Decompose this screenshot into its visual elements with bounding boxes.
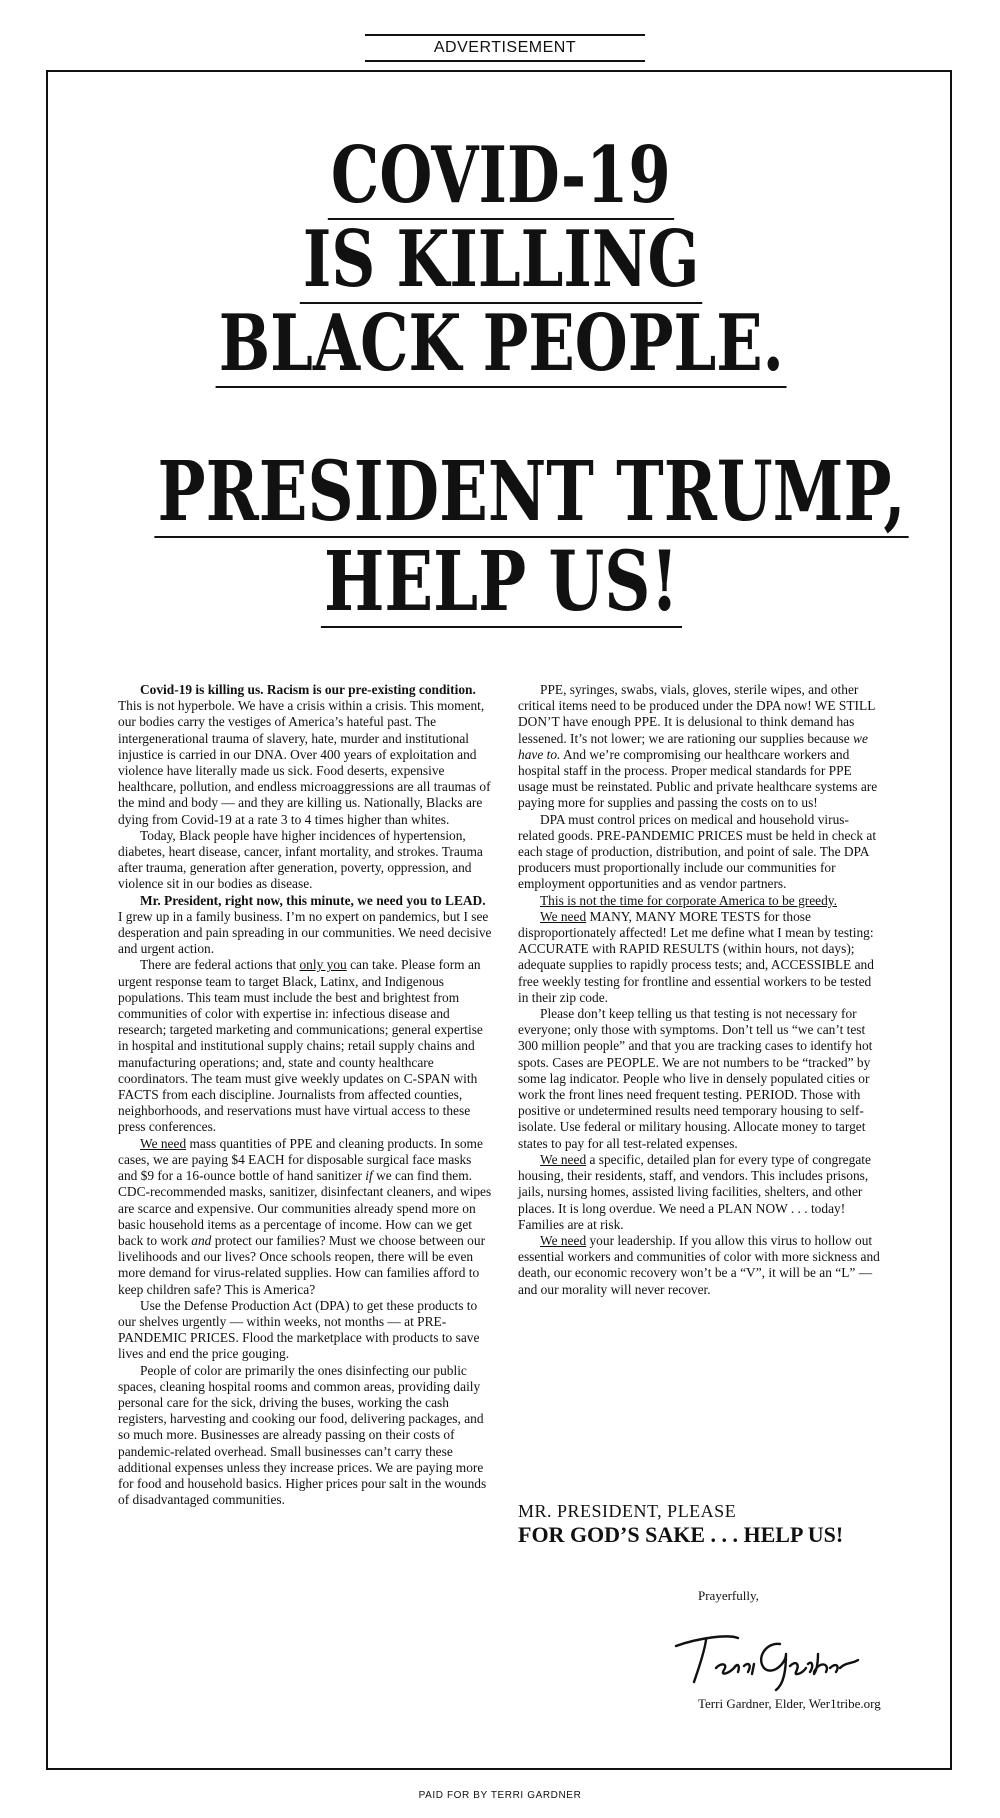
headline-line-1: COVID-19 <box>48 134 954 220</box>
paragraph: Covid-19 is killing us. Racism is our pre-existing condition. This is not hyperbole. We have a crisis within a crisis. This moment, our bodies carry the vestiges of America’s hateful past. The intergenerational trauma of slavery, hate, murder and institutional injustice is carried in our DNA. Over 400 years of exploitation and violence have literally made us sick. Food deserts, expensive healthcare, pollution, and endless microaggressions are all traumas of the mind and body — and they are killing us. Nationally, Blacks are dying from Covid-19 at a rate 3 to 4 times higher than whites. <box>118 682 491 827</box>
paragraph: This is not the time for corporate America to be greedy. <box>540 892 837 908</box>
closing-plea <box>518 1500 843 1548</box>
headline-line-5: HELP US! <box>48 538 954 628</box>
paragraph: People of color are primarily the ones disinfecting our public spaces, cleaning hospital rooms and common areas, providing daily personal care for the sick, driving the buses, working the cash registers, harvesting and cooking our food, delivering packages, and so much more. Businesses are already passing on their costs of pandemic-related overhead. Small businesses can’t carry these additional expenses unless they increase prices. We are paying more for food and household basics. Higher prices pour salt in the wounds of disadvantaged communities. <box>118 1362 487 1508</box>
right-column <box>518 682 884 1298</box>
paragraph: There are federal actions that only you can take. Please form an urgent response team to target Black, Latinx, and Indigenous populations. This team must include the best and brightest from communities of color with expertise in: infectious disease and research; targeted marketing and communications; general expertise in hospital and institutional supply chains; retail supply chains and manufacturing operations; and, state and county healthcare coordinators. The team must give weekly updates on C-SPAN with FACTS from each discipline. Journalists from affected counties, neighborhoods, and reservations must have virtual access to these press conferences. <box>118 957 483 1135</box>
signer-credit: Terri Gardner, Elder, Wer1tribe.org <box>698 1696 881 1711</box>
headline-line-2: IS KILLING <box>48 218 954 304</box>
paragraph: Please don’t keep telling us that testing is not necessary for everyone; only those with symptoms. Don’t tell us “we can’t test 300 million people” and that you are tracking cases to identify hot spots. Cases are PEOPLE. We are not numbers to be “tracked” by some lag indicator. People who live in densely populated cities or work the front lines need frequent testing. PERIOD. Those with positive or undetermined results need temporary housing to self-isolate. Use federal or military housing. Allocate money to target states to pay for all test-related expenses. <box>518 1006 873 1151</box>
closing-line-1: MR. PRESIDENT, PLEASE <box>518 1501 737 1521</box>
paragraph: Today, Black people have higher incidences of hypertension, diabetes, heart disease, cancer, infant mortality, and strokes. Trauma after trauma, generation after generation, poverty, oppression, and violence sit in our bodies as disease. <box>118 827 483 892</box>
ad-frame <box>46 70 952 1770</box>
left-column <box>118 682 492 1508</box>
headline-line-3: BLACK PEOPLE. <box>48 302 954 388</box>
closing-line-2: FOR GOD’S SAKE . . . HELP US! <box>518 1522 844 1547</box>
paragraph: We need mass quantities of PPE and cleaning products. In some cases, we are paying $4 EACH for disposable surgical face masks and $9 for a 16-ounce bottle of hand sanitizer if we can find them. CDC-recommended masks, sanitizer, disinfectant cleaners, and wipes are scarce and expensive. Our communities already spend more on basic household items as a percentage of income. How can we get back to work and protect our families? Must we choose between our livelihoods and our lives? Once schools reopen, there will be even more demand for virus-related supplies. How can families afford to keep children safe? This is America? <box>118 1135 492 1297</box>
paragraph: We need your leadership. If you allow this virus to hollow out essential workers and communities of color with more sickness and death, our economic recovery won’t be a “V”, it will be an “L” — and our morality will never recover. <box>518 1232 880 1297</box>
paid-for-label: PAID FOR BY TERRI GARDNER <box>418 1790 582 1801</box>
advertisement-label: ADVERTISEMENT <box>365 34 645 62</box>
paragraph: Mr. President, right now, this minute, we need you to LEAD. I grew up in a family business. I’m no expert on pandemics, but I see desperation and pain spreading in our communities. We need decisive and urgent action. <box>118 892 492 957</box>
headline-line-4: PRESIDENT TRUMP, <box>48 448 954 538</box>
signature <box>668 1624 868 1694</box>
valediction: Prayerfully, <box>698 1588 759 1603</box>
paragraph: We need MANY, MANY MORE TESTS for those disproportionately affected! Let me define what I mean by testing: ACCURATE with RAPID RESULTS (within hours, not days); adequate supplies to rapidly process tests; and, ACCESSIBLE and free weekly testing for frontline and essential workers to be tested in their zip code. <box>518 908 874 1005</box>
paragraph: Use the Defense Production Act (DPA) to get these products to our shelves urgently — within weeks, not months — at PRE-PANDEMIC PRICES. Flood the marketplace with products to save lives and end the price gouging. <box>118 1297 480 1362</box>
paragraph: DPA must control prices on medical and household virus-related goods. PRE-PANDEMIC PRICES must be held in check at each stage of production, distribution, and point of sale. The DPA producers must proportionally include our communities for employment opportunities and as vendor partners. <box>518 811 877 892</box>
paragraph: We need a specific, detailed plan for every type of congregate housing, their residents, staff, and vendors. This includes prisons, jails, nursing homes, assisted living facilities, shelters, and other places. It is long overdue. We need a PLAN NOW . . . today! Families are at risk. <box>518 1151 871 1232</box>
paragraph: PPE, syringes, swabs, vials, gloves, sterile wipes, and other critical items need to be produced under the DPA now! WE STILL DON’T have enough PPE. It is delusional to think demand has lessened. It’s not lower; we are rationing our supplies because we have to. And we’re compromising our healthcare workers and hospital staff in the process. Proper medical standards for PPE usage must be reinstated. Public and private healthcare systems are paying more for supplies and passing the costs on to us! <box>518 682 878 811</box>
